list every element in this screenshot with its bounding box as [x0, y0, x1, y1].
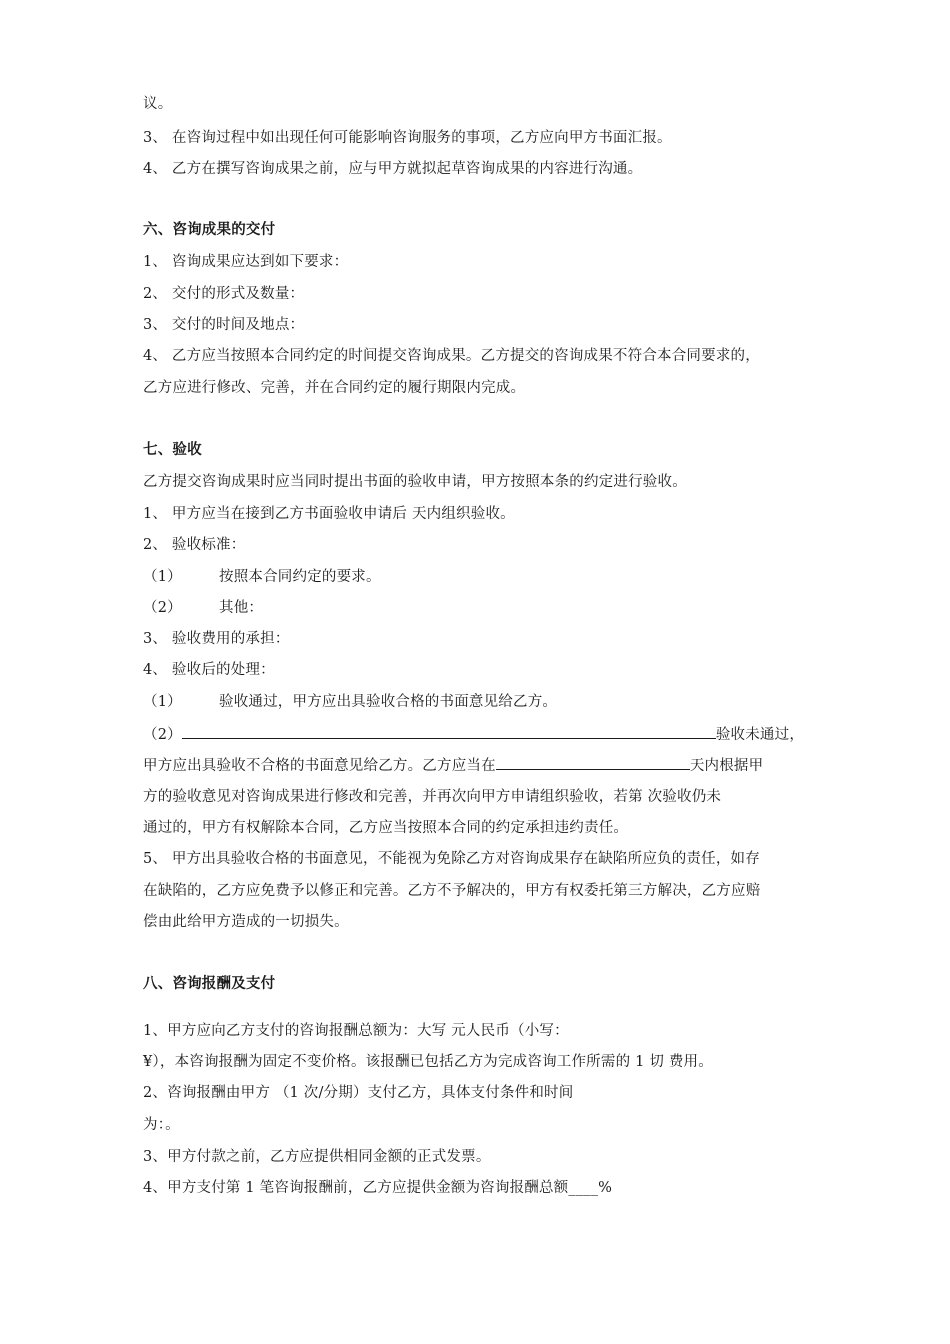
clause-7-4-2-cont [143, 755, 763, 776]
clause-6-4-cont: 乙方应进行修改、完善，并在合同约定的履行期限内完成。 [143, 380, 526, 396]
clause-6-3: 3、 交付的时间及地点： [143, 317, 305, 333]
clause-8-4: 4、甲方支付第 1 笔咨询报酬前，乙方应提供金额为咨询报酬总额____% [143, 1180, 613, 1196]
item-number: （2） [143, 727, 182, 743]
clause-7-2: 2、 验收标准： [143, 537, 246, 553]
clause-7-2-2 [143, 598, 263, 618]
item-text: 验收通过，甲方应出具验收合格的书面意见给乙方。 [219, 694, 558, 710]
clause-6-2: 2、 交付的形式及数量： [143, 286, 305, 302]
section-heading-7: 七、验收 [143, 442, 202, 458]
section-heading-6: 六、咨询成果的交付 [143, 222, 276, 238]
item-number: （1） [143, 694, 182, 710]
clause-7-5-cont2: 偿由此给甲方造成的一切损失。 [143, 914, 349, 930]
clause-7-5: 5、 甲方出具验收合格的书面意见，不能视为免除乙方对咨询成果存在缺陷所应负的责任，如存 [143, 851, 760, 867]
clause-7-1: 1、 甲方应当在接到乙方书面验收申请后 天内组织验收。 [143, 506, 515, 522]
text-fragment: 天内根据甲 [689, 758, 764, 774]
text-fragment: 甲方应出具验收不合格的书面意见给乙方。乙方应当在 [143, 758, 496, 774]
clause-7-4: 4、 验收后的处理： [143, 662, 275, 678]
clause-8-3: 3、甲方付款之前，乙方应提供相同金额的正式发票。 [143, 1149, 491, 1165]
clause-5-4: 4、 乙方在撰写咨询成果之前，应与甲方就拟起草咨询成果的内容进行沟通。 [143, 161, 643, 177]
clause-8-2: 2、咨询报酬由甲方 （1 次/分期）支付乙方，具体支付条件和时间 [143, 1085, 574, 1101]
item-text: 其他： [219, 600, 264, 616]
clause-7-4-2-cont3: 通过的，甲方有权解除本合同，乙方应当按照本合同的约定承担违约责任。 [143, 820, 629, 836]
clause-8-1: 1、甲方应向乙方支付的咨询报酬总额为：大写 元人民币（小写： [143, 1023, 569, 1039]
paragraph-line: 议。 [143, 96, 173, 112]
item-number: （2） [143, 600, 182, 616]
section-heading-8: 八、咨询报酬及支付 [143, 976, 276, 992]
clause-7-5-cont: 在缺陷的，乙方应免费予以修正和完善。乙方不予解决的，甲方有权委托第三方解决，乙方应赔 [143, 883, 761, 899]
clause-8-1-cont: ¥），本咨询报酬为固定不变价格。该报酬已包括乙方为完成咨询工作所需的 1 切 费用。 [143, 1054, 713, 1070]
item-text: 按照本合同约定的要求。 [219, 569, 381, 585]
clause-7-intro: 乙方提交咨询成果时应当同时提出书面的验收申请，甲方按照本条的约定进行验收。 [143, 474, 687, 490]
blank-field [182, 724, 716, 739]
clause-7-4-2-cont2: 方的验收意见对咨询成果进行修改和完善，并再次向甲方申请组织验收，若第 次验收仍未 [143, 789, 722, 805]
clause-6-4: 4、 乙方应当按照本合同约定的时间提交咨询成果。乙方提交的咨询成果不符合本合同要求的， [143, 348, 760, 364]
clause-6-1: 1、 咨询成果应达到如下要求： [143, 254, 349, 270]
clause-7-4-1 [143, 692, 557, 712]
blank-days-field [496, 755, 690, 770]
clause-8-2-cont: 为：。 [143, 1117, 180, 1133]
clause-7-3: 3、 验收费用的承担： [143, 631, 290, 647]
clause-7-2-1 [143, 567, 381, 587]
item-number: （1） [143, 569, 182, 585]
clause-7-4-2 [143, 724, 804, 745]
clause-5-3: 3、 在咨询过程中如出现任何可能影响咨询服务的事项，乙方应向甲方书面汇报。 [143, 130, 672, 146]
item-text: 验收未通过， [715, 727, 805, 743]
